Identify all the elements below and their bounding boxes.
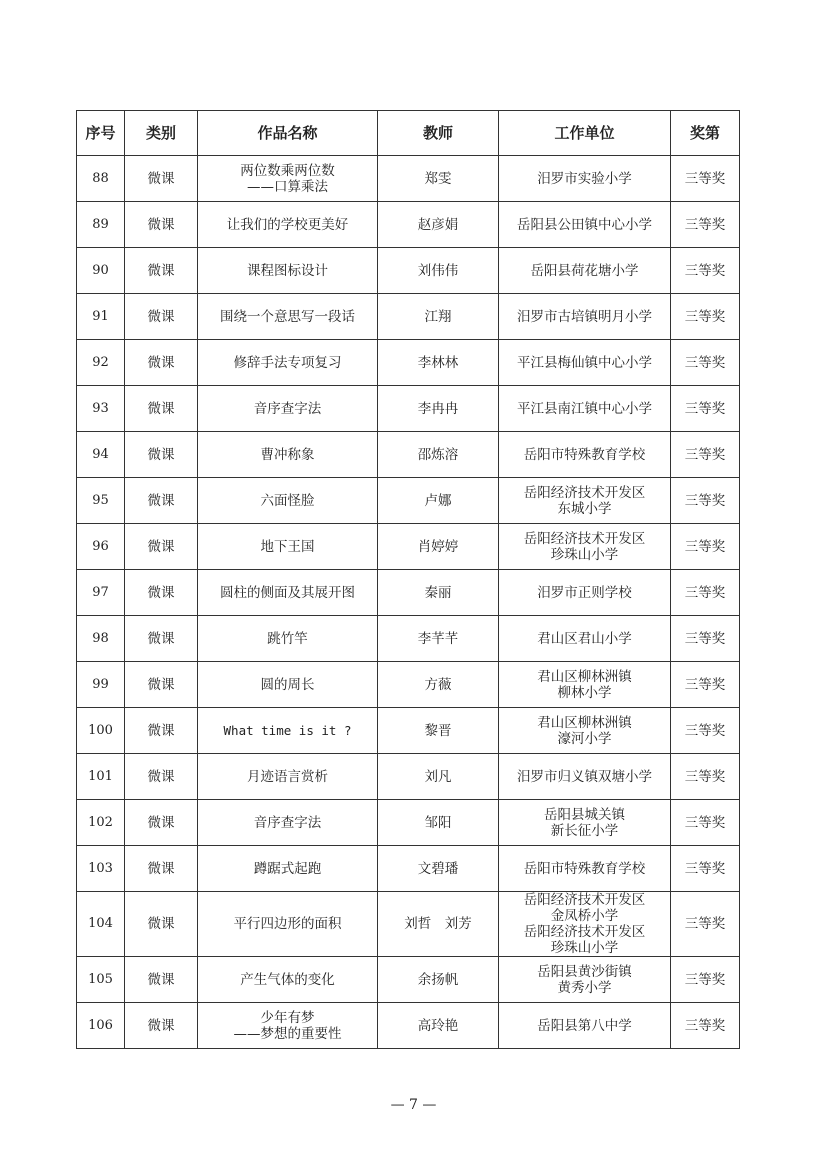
cell-teacher: 李芊芊 xyxy=(378,616,499,662)
cell-work-title xyxy=(198,524,378,570)
cell-teacher: 刘哲 刘芳 xyxy=(378,892,499,957)
cell-teacher: 余扬帆 xyxy=(378,957,499,1003)
cell-category: 微课 xyxy=(125,248,198,294)
cell-teacher: 邹阳 xyxy=(378,800,499,846)
cell-work-title xyxy=(198,708,378,754)
cell-work-title-line: 少年有梦 xyxy=(260,1009,315,1026)
table-row xyxy=(77,892,740,957)
table-row xyxy=(77,156,740,202)
cell-work-unit-line: 岳阳经济技术开发区 xyxy=(523,924,646,940)
table-row xyxy=(77,800,740,846)
cell-work-unit-line: 岳阳县第八中学 xyxy=(537,1017,632,1034)
cell-work-title-line: 圆柱的侧面及其展开图 xyxy=(220,584,355,601)
cell-award: 三等奖 xyxy=(671,1003,740,1049)
cell-work-unit-line: 君山区柳林洲镇 xyxy=(537,668,632,685)
cell-work-unit xyxy=(499,662,671,708)
cell-work-unit-line: 岳阳经济技术开发区 xyxy=(523,484,646,501)
cell-teacher: 高玲艳 xyxy=(378,1003,499,1049)
cell-number: 91 xyxy=(77,294,125,340)
table-row xyxy=(77,202,740,248)
cell-work-unit xyxy=(499,294,671,340)
table-header-row xyxy=(77,111,740,156)
cell-work-title-line: ——梦想的重要性 xyxy=(233,1025,342,1042)
cell-work-title-line: 曹冲称象 xyxy=(260,446,315,463)
cell-work-title-line: 六面怪脸 xyxy=(260,492,315,509)
table-row xyxy=(77,248,740,294)
cell-work-unit-line: 汨罗市实验小学 xyxy=(537,170,632,187)
cell-number: 102 xyxy=(77,800,125,846)
table-row xyxy=(77,957,740,1003)
cell-work-unit-line: 岳阳县城关镇 xyxy=(544,806,625,823)
cell-work-title xyxy=(198,957,378,1003)
cell-work-title-line: 圆的周长 xyxy=(260,676,315,693)
cell-work-unit xyxy=(499,754,671,800)
cell-work-unit xyxy=(499,1003,671,1049)
table-row xyxy=(77,386,740,432)
cell-award: 三等奖 xyxy=(671,432,740,478)
table-row xyxy=(77,340,740,386)
page-number: — 7 — xyxy=(390,1097,437,1113)
cell-work-title-line: 跳竹竿 xyxy=(267,630,308,647)
cell-teacher: 刘凡 xyxy=(378,754,499,800)
table-row xyxy=(77,754,740,800)
cell-work-title xyxy=(198,616,378,662)
cell-teacher: 肖婷婷 xyxy=(378,524,499,570)
cell-work-title-line: 音序查字法 xyxy=(253,814,322,831)
cell-category: 微课 xyxy=(125,708,198,754)
cell-category: 微课 xyxy=(125,1003,198,1049)
cell-work-title xyxy=(198,432,378,478)
cell-award: 三等奖 xyxy=(671,957,740,1003)
cell-work-unit-line: 金凤桥小学 xyxy=(550,908,619,924)
cell-award: 三等奖 xyxy=(671,478,740,524)
cell-work-unit-line: 岳阳市特殊教育学校 xyxy=(523,446,646,463)
cell-category: 微课 xyxy=(125,570,198,616)
cell-category: 微课 xyxy=(125,478,198,524)
cell-work-title xyxy=(198,294,378,340)
cell-work-unit-line: 君山区柳林洲镇 xyxy=(537,714,632,731)
cell-award: 三等奖 xyxy=(671,340,740,386)
cell-work-title xyxy=(198,754,378,800)
cell-category: 微课 xyxy=(125,800,198,846)
header-number: 序号 xyxy=(77,111,125,156)
cell-work-unit-line: 平江县梅仙镇中心小学 xyxy=(517,354,652,371)
cell-work-unit xyxy=(499,892,671,957)
cell-work-unit-line: 珍珠山小学 xyxy=(550,546,619,563)
cell-award: 三等奖 xyxy=(671,386,740,432)
cell-award: 三等奖 xyxy=(671,892,740,957)
header-teacher: 教师 xyxy=(378,111,499,156)
cell-work-title-line: What time is it ? xyxy=(223,722,352,738)
cell-category: 微课 xyxy=(125,892,198,957)
cell-work-unit xyxy=(499,340,671,386)
cell-award: 三等奖 xyxy=(671,846,740,892)
cell-award: 三等奖 xyxy=(671,708,740,754)
cell-teacher: 方薇 xyxy=(378,662,499,708)
cell-number: 89 xyxy=(77,202,125,248)
cell-work-unit xyxy=(499,708,671,754)
cell-work-unit xyxy=(499,432,671,478)
cell-award: 三等奖 xyxy=(671,202,740,248)
cell-teacher: 邵炼溶 xyxy=(378,432,499,478)
cell-category: 微课 xyxy=(125,616,198,662)
cell-work-unit-line: 汨罗市归义镇双塘小学 xyxy=(517,768,652,785)
cell-award: 三等奖 xyxy=(671,156,740,202)
cell-work-title xyxy=(198,846,378,892)
table-row xyxy=(77,1003,740,1049)
cell-category: 微课 xyxy=(125,340,198,386)
cell-number: 92 xyxy=(77,340,125,386)
cell-work-unit-line: 岳阳市特殊教育学校 xyxy=(523,860,646,877)
cell-work-title xyxy=(198,662,378,708)
table-row xyxy=(77,478,740,524)
cell-work-title-line: 蹲踞式起跑 xyxy=(253,860,322,877)
cell-work-title-line: 修辞手法专项复习 xyxy=(233,354,342,371)
cell-work-unit-line: 君山区君山小学 xyxy=(537,630,632,647)
cell-category: 微课 xyxy=(125,294,198,340)
cell-work-unit-line: 岳阳县黄沙街镇 xyxy=(537,963,632,980)
cell-work-unit xyxy=(499,570,671,616)
cell-teacher: 李冉冉 xyxy=(378,386,499,432)
cell-work-title xyxy=(198,202,378,248)
cell-number: 93 xyxy=(77,386,125,432)
cell-work-unit xyxy=(499,616,671,662)
award-table xyxy=(76,110,740,1049)
cell-award: 三等奖 xyxy=(671,294,740,340)
cell-teacher: 郑雯 xyxy=(378,156,499,202)
cell-category: 微课 xyxy=(125,386,198,432)
cell-work-title xyxy=(198,248,378,294)
cell-number: 90 xyxy=(77,248,125,294)
header-work-unit: 工作单位 xyxy=(499,111,671,156)
cell-number: 105 xyxy=(77,957,125,1003)
cell-number: 98 xyxy=(77,616,125,662)
cell-work-title xyxy=(198,156,378,202)
cell-teacher: 卢娜 xyxy=(378,478,499,524)
table-row xyxy=(77,524,740,570)
cell-teacher: 刘伟伟 xyxy=(378,248,499,294)
cell-number: 99 xyxy=(77,662,125,708)
cell-award: 三等奖 xyxy=(671,616,740,662)
cell-number: 97 xyxy=(77,570,125,616)
cell-number: 94 xyxy=(77,432,125,478)
cell-work-unit xyxy=(499,957,671,1003)
header-award: 奖第 xyxy=(671,111,740,156)
cell-work-unit xyxy=(499,478,671,524)
cell-award: 三等奖 xyxy=(671,754,740,800)
cell-work-unit-line: 平江县南江镇中心小学 xyxy=(517,400,652,417)
cell-work-unit-line: 岳阳县荷花塘小学 xyxy=(530,262,639,279)
cell-category: 微课 xyxy=(125,202,198,248)
cell-work-title-line: 两位数乘两位数 xyxy=(240,162,335,179)
cell-work-title-line: 产生气体的变化 xyxy=(240,971,335,988)
cell-work-unit xyxy=(499,156,671,202)
cell-award: 三等奖 xyxy=(671,248,740,294)
cell-category: 微课 xyxy=(125,524,198,570)
cell-category: 微课 xyxy=(125,662,198,708)
cell-work-title xyxy=(198,800,378,846)
table-body xyxy=(77,156,740,1049)
cell-teacher: 秦丽 xyxy=(378,570,499,616)
cell-work-title-line: 课程图标设计 xyxy=(247,262,328,279)
table-row xyxy=(77,662,740,708)
cell-work-unit-line: 岳阳经济技术开发区 xyxy=(523,892,646,908)
cell-work-unit-line: 珍珠山小学 xyxy=(550,940,619,956)
cell-work-title-line: 地下王国 xyxy=(260,538,315,555)
cell-number: 106 xyxy=(77,1003,125,1049)
cell-work-title xyxy=(198,386,378,432)
cell-work-unit xyxy=(499,846,671,892)
header-category: 类别 xyxy=(125,111,198,156)
cell-number: 103 xyxy=(77,846,125,892)
table-row xyxy=(77,294,740,340)
cell-work-unit-line: 东城小学 xyxy=(557,500,612,517)
cell-work-unit xyxy=(499,202,671,248)
cell-category: 微课 xyxy=(125,432,198,478)
cell-teacher: 江翔 xyxy=(378,294,499,340)
cell-work-title-line: 平行四边形的面积 xyxy=(233,916,342,932)
cell-award: 三等奖 xyxy=(671,800,740,846)
cell-teacher: 赵彦娟 xyxy=(378,202,499,248)
cell-work-unit-line: 柳林小学 xyxy=(557,684,612,701)
cell-work-title-line: 围绕一个意思写一段话 xyxy=(220,308,355,325)
cell-teacher: 李林林 xyxy=(378,340,499,386)
cell-teacher: 黎晋 xyxy=(378,708,499,754)
cell-work-title xyxy=(198,478,378,524)
cell-teacher: 文碧璠 xyxy=(378,846,499,892)
cell-award: 三等奖 xyxy=(671,570,740,616)
cell-number: 88 xyxy=(77,156,125,202)
table-row xyxy=(77,616,740,662)
cell-award: 三等奖 xyxy=(671,662,740,708)
cell-category: 微课 xyxy=(125,754,198,800)
cell-number: 100 xyxy=(77,708,125,754)
cell-work-unit xyxy=(499,524,671,570)
cell-category: 微课 xyxy=(125,156,198,202)
cell-work-unit xyxy=(499,386,671,432)
cell-work-unit xyxy=(499,248,671,294)
cell-work-unit xyxy=(499,800,671,846)
table-row xyxy=(77,432,740,478)
cell-award: 三等奖 xyxy=(671,524,740,570)
cell-work-unit-line: 岳阳经济技术开发区 xyxy=(523,530,646,547)
cell-work-unit-line: 新长征小学 xyxy=(550,822,619,839)
cell-number: 104 xyxy=(77,892,125,957)
cell-number: 96 xyxy=(77,524,125,570)
cell-number: 101 xyxy=(77,754,125,800)
cell-work-unit-line: 濠河小学 xyxy=(557,730,612,747)
cell-work-unit-line: 岳阳县公田镇中心小学 xyxy=(517,216,652,233)
cell-work-title xyxy=(198,340,378,386)
table-row xyxy=(77,708,740,754)
cell-work-title xyxy=(198,1003,378,1049)
cell-work-unit-line: 汨罗市正则学校 xyxy=(537,584,632,601)
cell-work-unit-line: 黄秀小学 xyxy=(557,979,612,996)
cell-work-title-line: 月迹语言赏析 xyxy=(247,768,328,785)
cell-work-unit-line: 汨罗市古培镇明月小学 xyxy=(517,308,652,325)
cell-number: 95 xyxy=(77,478,125,524)
table-row xyxy=(77,570,740,616)
cell-work-title-line: 音序查字法 xyxy=(253,400,322,417)
cell-work-title-line: ——口算乘法 xyxy=(247,178,328,195)
cell-category: 微课 xyxy=(125,846,198,892)
cell-work-title-line: 让我们的学校更美好 xyxy=(226,216,349,233)
table-row xyxy=(77,846,740,892)
cell-category: 微课 xyxy=(125,957,198,1003)
cell-work-title xyxy=(198,892,378,957)
header-work-title: 作品名称 xyxy=(198,111,378,156)
cell-work-title xyxy=(198,570,378,616)
